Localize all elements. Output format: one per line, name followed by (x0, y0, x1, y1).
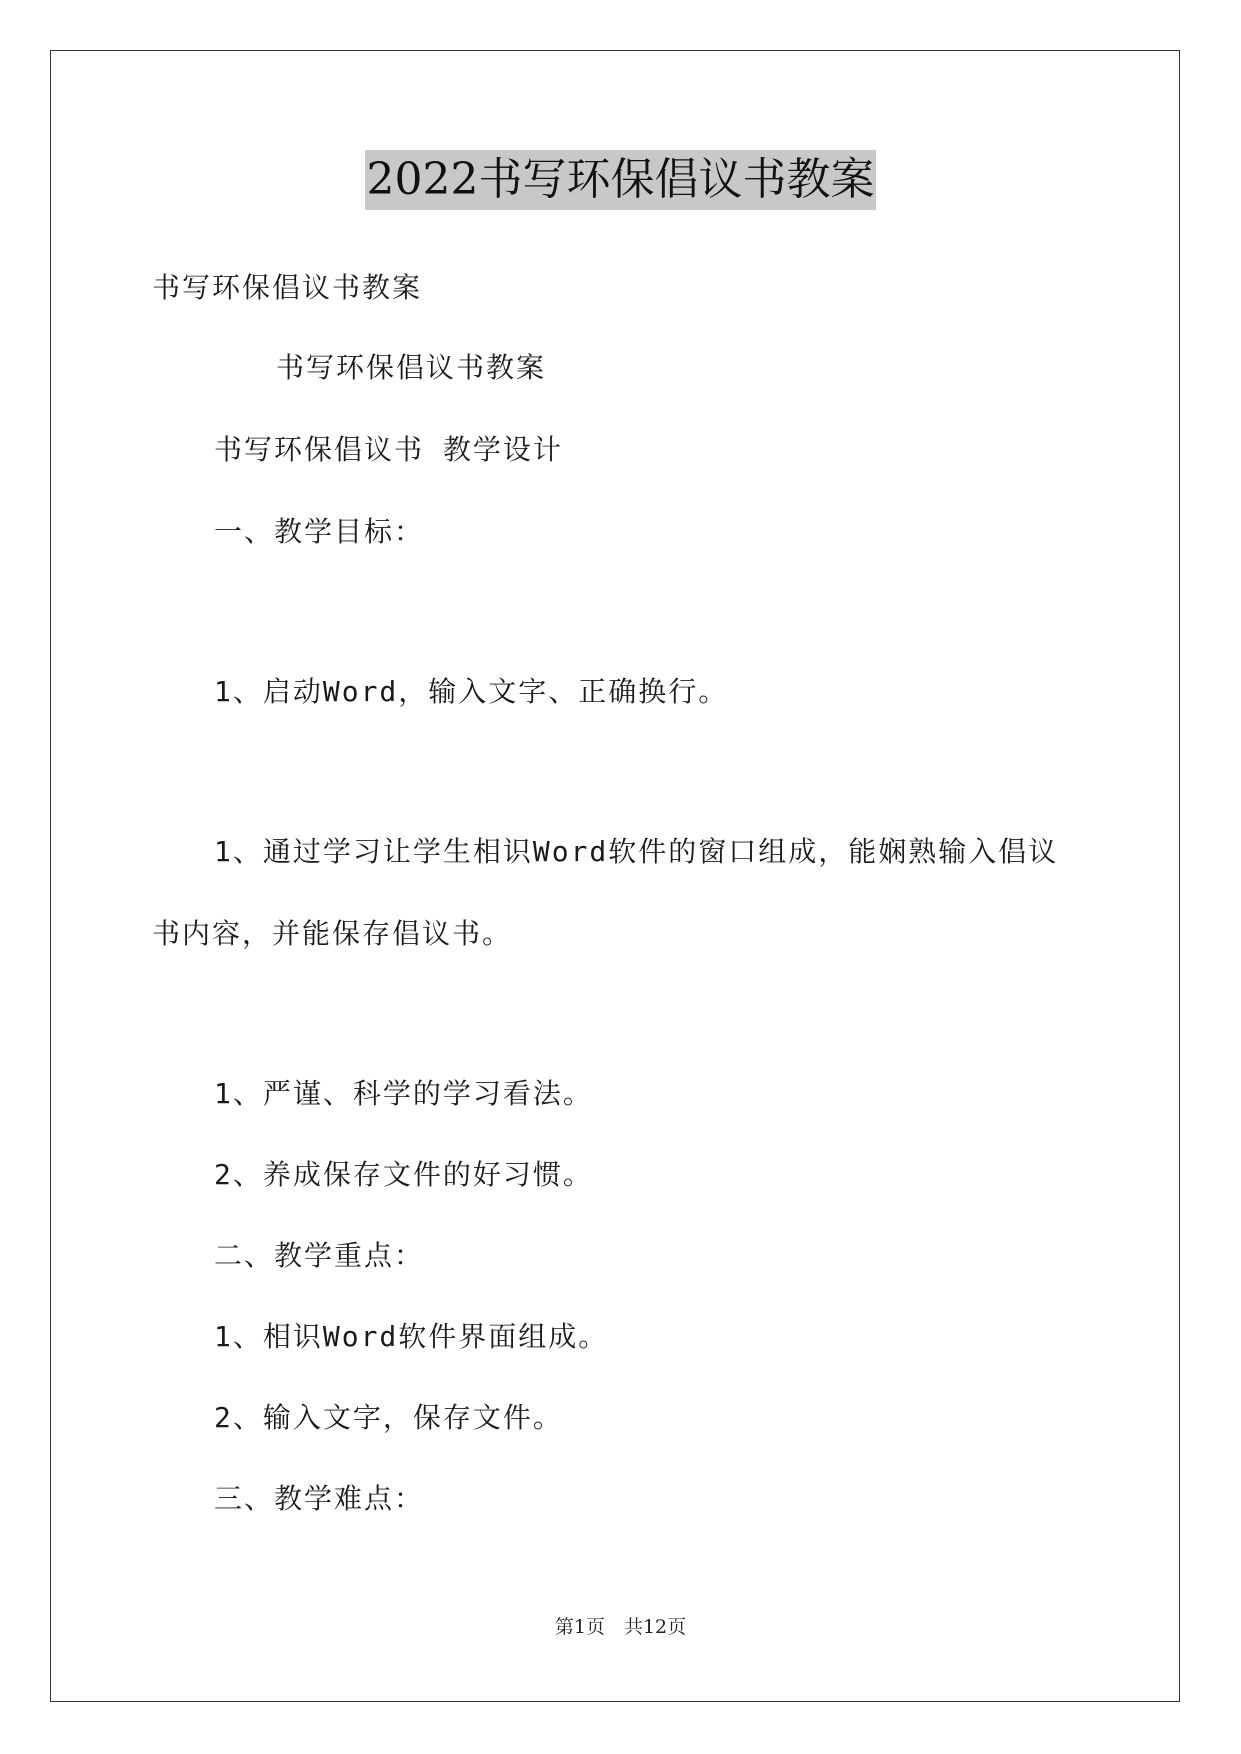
section-heading: 三、教学难点： (214, 1482, 425, 1515)
title-container (0, 150, 1241, 210)
text-line: 1、严谨、科学的学习看法。 (214, 1077, 593, 1110)
text-line: 书内容，并能保存倡议书。 (152, 917, 513, 950)
text-line: 1、相识Word软件界面组成。 (214, 1320, 609, 1353)
text-line: 1、通过学习让学生相识Word软件的窗口组成，能娴熟输入倡议 (214, 835, 1059, 868)
text-line: 书写环保倡议书教案 (276, 351, 547, 384)
text-line: 2、养成保存文件的好习惯。 (214, 1158, 593, 1191)
text-line: 书写环保倡议书 教学设计 (214, 433, 563, 466)
section-heading: 二、教学重点： (214, 1239, 425, 1272)
section-heading: 一、教学目标： (214, 515, 425, 548)
page-number: 第1页 共12页 (554, 1616, 687, 1638)
text-line: 1、启动Word，输入文字、正确换行。 (214, 675, 729, 708)
document-title: 2022书写环保倡议书教案 (365, 150, 877, 210)
text-line: 书写环保倡议书教案 (152, 271, 423, 304)
text-line: 2、输入文字，保存文件。 (214, 1401, 563, 1434)
